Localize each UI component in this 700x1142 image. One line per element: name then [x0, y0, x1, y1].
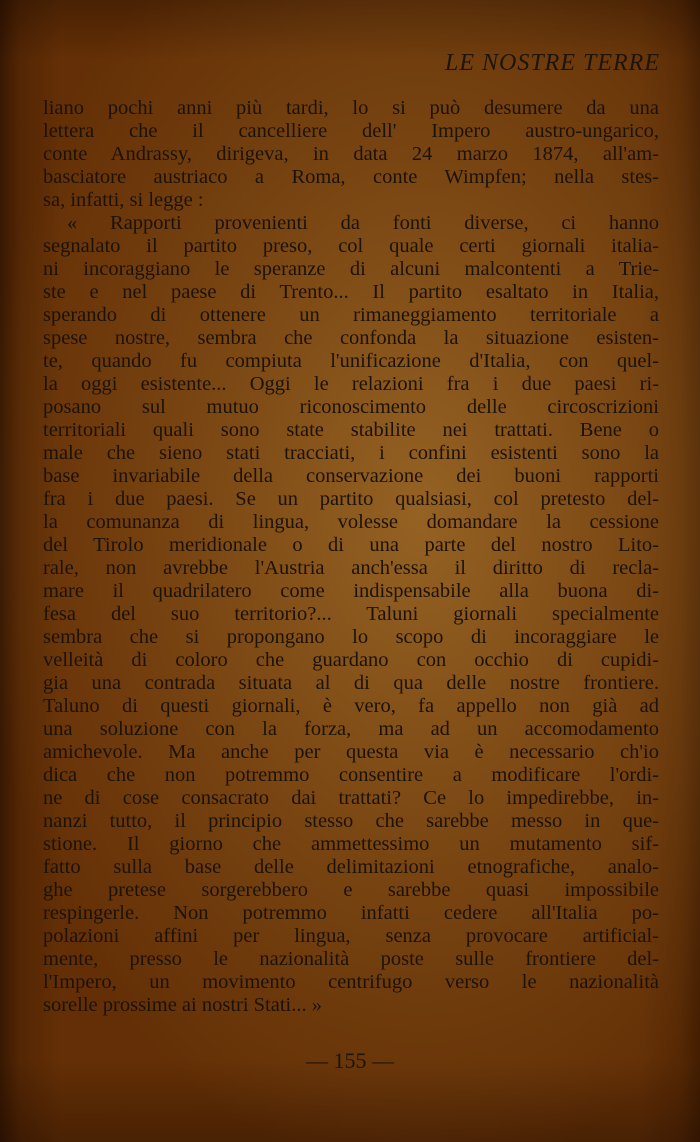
text-line: fesa del suo territorio?... Taluni giornali specialmente	[43, 603, 659, 625]
text-line: rale, non avrebbe l'Austria anch'essa il diritto di recla-	[43, 557, 659, 579]
running-header: LE NOSTRE TERRE	[444, 50, 660, 76]
text-line: « Rapporti provenienti da fonti diverse, ci hanno	[67, 212, 659, 234]
text-line: te, quando fu compiuta l'unificazione d'Italia, con quel-	[43, 350, 659, 372]
text-line: ste e nel paese di Trento... Il partito esaltato in Italia,	[43, 281, 659, 303]
text-line: respingerle. Non potremmo infatti cedere all'Italia po-	[43, 902, 659, 924]
text-line: fatto sulla base delle delimitazioni etnografiche, analo-	[43, 856, 659, 878]
text-line: la oggi esistente... Oggi le relazioni fra i due paesi ri-	[43, 373, 659, 395]
text-line: basciatore austriaco a Roma, conte Wimpfen; nella stes-	[43, 166, 659, 188]
text-line: ni incoraggiano le speranze di alcuni malcontenti a Trie-	[43, 258, 659, 280]
text-line: sembra che si propongano lo scopo di incoraggiare le	[43, 626, 659, 648]
text-line: ghe pretese sorgerebbero e sarebbe quasi impossibile	[43, 879, 659, 901]
text-line: posano sul mutuo riconoscimento delle circoscrizioni	[43, 396, 659, 418]
text-line: male che sieno stati tracciati, i confini esistenti sono la	[43, 442, 659, 464]
body-text	[43, 97, 659, 1017]
text-line: base invariabile della conservazione dei buoni rapporti	[43, 465, 659, 487]
page-number: — 155 —	[306, 1048, 394, 1073]
text-line: l'Impero, un movimento centrifugo verso le nazionalità	[43, 971, 659, 993]
text-line: dica che non potremmo consentire a modificare l'ordi-	[43, 764, 659, 786]
text-line: spese nostre, sembra che confonda la situazione esisten-	[43, 327, 659, 349]
text-line: una soluzione con la forza, ma ad un accomodamento	[43, 718, 659, 740]
text-line: stione. Il giorno che ammettessimo un mutamento sif-	[43, 833, 659, 855]
text-line: mente, presso le nazionalità poste sulle frontiere del-	[43, 948, 659, 970]
text-line: gia una contrada situata al di qua delle nostre frontiere.	[43, 672, 659, 694]
text-line: la comunanza di lingua, volesse domandare la cessione	[43, 511, 659, 533]
text-line: del Tirolo meridionale o di una parte del nostro Lito-	[43, 534, 659, 556]
text-line: sorelle prossime ai nostri Stati... »	[43, 994, 322, 1016]
text-line: lettera che il cancelliere dell' Impero austro-ungarico,	[43, 120, 659, 142]
text-line: ne di cose consacrato dai trattati? Ce lo impedirebbe, in-	[43, 787, 659, 809]
text-line: sperando di ottenere un rimaneggiamento territoriale a	[43, 304, 659, 326]
text-line: conte Andrassy, dirigeva, in data 24 marzo 1874, all'am-	[43, 143, 659, 165]
text-line: velleità di coloro che guardano con occhio di cupidi-	[43, 649, 659, 671]
text-line: segnalato il partito preso, col quale certi giornali italia-	[43, 235, 659, 257]
text-line: liano pochi anni più tardi, lo si può desumere da una	[43, 97, 659, 119]
text-line: nanzi tutto, il principio stesso che sarebbe messo in que-	[43, 810, 659, 832]
text-line: sa, infatti, si legge :	[43, 189, 204, 211]
text-line: polazioni affini per lingua, senza provocare artificial-	[43, 925, 659, 947]
text-line: fra i due paesi. Se un partito qualsiasi, col pretesto del-	[43, 488, 659, 510]
text-line: territoriali quali sono state stabilite nei trattati. Bene o	[43, 419, 659, 441]
text-line: mare il quadrilatero come indispensabile alla buona di-	[43, 580, 659, 602]
text-line: Taluno di questi giornali, è vero, fa appello non già ad	[43, 695, 659, 717]
text-line: amichevole. Ma anche per questa via è necessario ch'io	[43, 741, 659, 763]
